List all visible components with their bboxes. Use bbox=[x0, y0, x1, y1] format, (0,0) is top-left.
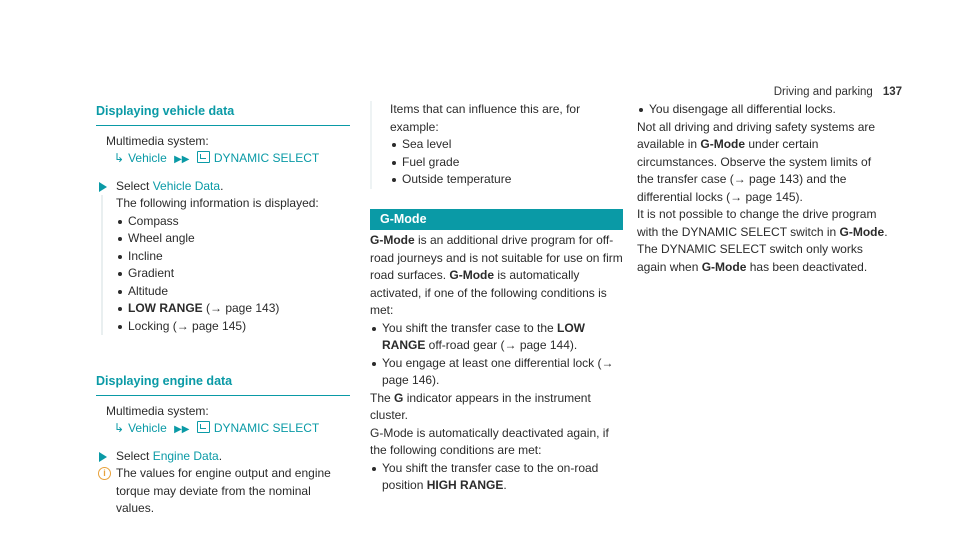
list-item: Wheel angle bbox=[116, 230, 350, 248]
seat-icon bbox=[197, 151, 210, 163]
section-title: Driving and parking bbox=[773, 86, 873, 98]
menu-path-engine bbox=[96, 403, 350, 439]
gmode-switch-text: It is not possible to change the drive program with the DYNAMIC SELECT switch in G-Mode. The DYNAMIC SELECT switch only works again when G-Mode has been deactivated. bbox=[637, 207, 888, 274]
gmode-limits-text: Not all driving and driving safety systems are available in G-Mode under certain circumstances. Observe the system limits of the transfer case (→ page 143) and the differential locks (→ page 145). bbox=[637, 119, 876, 204]
path-separator-icon: ▶▶ bbox=[174, 424, 190, 435]
info-icon: i bbox=[98, 467, 111, 480]
page-number: 137 bbox=[882, 86, 902, 98]
list-item: Compass bbox=[116, 213, 350, 231]
path-separator-icon: ▶▶ bbox=[174, 154, 190, 165]
path-intro: Multimedia system: bbox=[106, 133, 209, 148]
vehicle-data-details bbox=[101, 195, 350, 335]
step-arrow-icon bbox=[99, 452, 107, 462]
path-link-dynamic-select[interactable]: DYNAMIC SELECT bbox=[213, 151, 320, 165]
engine-data-heading: Displaying engine data bbox=[96, 373, 350, 396]
path-arrow-icon: ↳ bbox=[114, 421, 125, 435]
list-item: Gradient bbox=[116, 265, 350, 283]
engine-data-link[interactable]: Engine Data bbox=[152, 448, 219, 463]
engine-note: i The values for engine output and engine torque may deviate from the nominal values. bbox=[96, 465, 350, 518]
path-link-vehicle[interactable]: Vehicle bbox=[128, 421, 167, 435]
influences-block bbox=[370, 101, 623, 189]
list-item: Altitude bbox=[116, 283, 350, 301]
step-select-engine-data: Select Engine Data. bbox=[96, 448, 350, 466]
menu-path-vehicle bbox=[96, 133, 350, 169]
path-link-dynamic-select[interactable]: DYNAMIC SELECT bbox=[213, 421, 320, 435]
vehicle-data-heading: Displaying vehicle data bbox=[96, 103, 350, 126]
step-arrow-icon bbox=[99, 182, 107, 192]
influences-list bbox=[390, 136, 623, 189]
vehicle-data-link[interactable]: Vehicle Data bbox=[152, 178, 221, 193]
gmode-heading: G-Mode bbox=[370, 209, 623, 231]
vehicle-data-intro: The following information is displayed: bbox=[116, 196, 319, 210]
gmode-deactivation-list bbox=[370, 460, 623, 495]
path-intro: Multimedia system: bbox=[106, 403, 209, 418]
gmode-indicator-text: The G indicator appears in the instrument cluster. bbox=[370, 390, 591, 422]
step-select-vehicle-data: Select Vehicle Data. bbox=[96, 178, 350, 196]
column-middle bbox=[370, 101, 623, 495]
list-item: You shift the transfer case to the LOW RANGE off-road gear (→ page 144). bbox=[370, 320, 623, 355]
list-item: Sea level bbox=[390, 136, 623, 154]
gmode-deactivation-text: G-Mode is automatically deactivated again, if the following conditions are met: bbox=[370, 425, 609, 457]
list-item: You disengage all differential locks. bbox=[637, 101, 890, 119]
list-item: Incline bbox=[116, 248, 350, 266]
list-item: Outside temperature bbox=[390, 171, 623, 189]
column-right bbox=[637, 101, 890, 276]
gmode-conditions bbox=[370, 320, 623, 390]
gmode-paragraph: G-Mode is an additional drive program for off-road journeys and is not suitable for use on firm road surfaces. G-Mode is automatically activated, if one of the following conditions is met: bbox=[370, 233, 623, 317]
list-item-locking: Locking (→ page 145) bbox=[116, 318, 350, 336]
path-arrow-icon: ↳ bbox=[114, 151, 125, 165]
influences-intro: Items that can influence this are, for example: bbox=[390, 102, 581, 134]
deactivation-list-cont bbox=[637, 101, 890, 119]
vehicle-data-list bbox=[116, 213, 350, 336]
seat-icon bbox=[197, 421, 210, 433]
list-item: You engage at least one differential lock (→ page 146). bbox=[370, 355, 623, 390]
list-item: Fuel grade bbox=[390, 154, 623, 172]
column-left bbox=[96, 103, 350, 518]
path-link-vehicle[interactable]: Vehicle bbox=[128, 151, 167, 165]
list-item-low-range: LOW RANGE (→ page 143) bbox=[116, 300, 350, 318]
page-header bbox=[774, 86, 902, 98]
list-item: You shift the transfer case to the on-road position HIGH RANGE. bbox=[370, 460, 623, 495]
